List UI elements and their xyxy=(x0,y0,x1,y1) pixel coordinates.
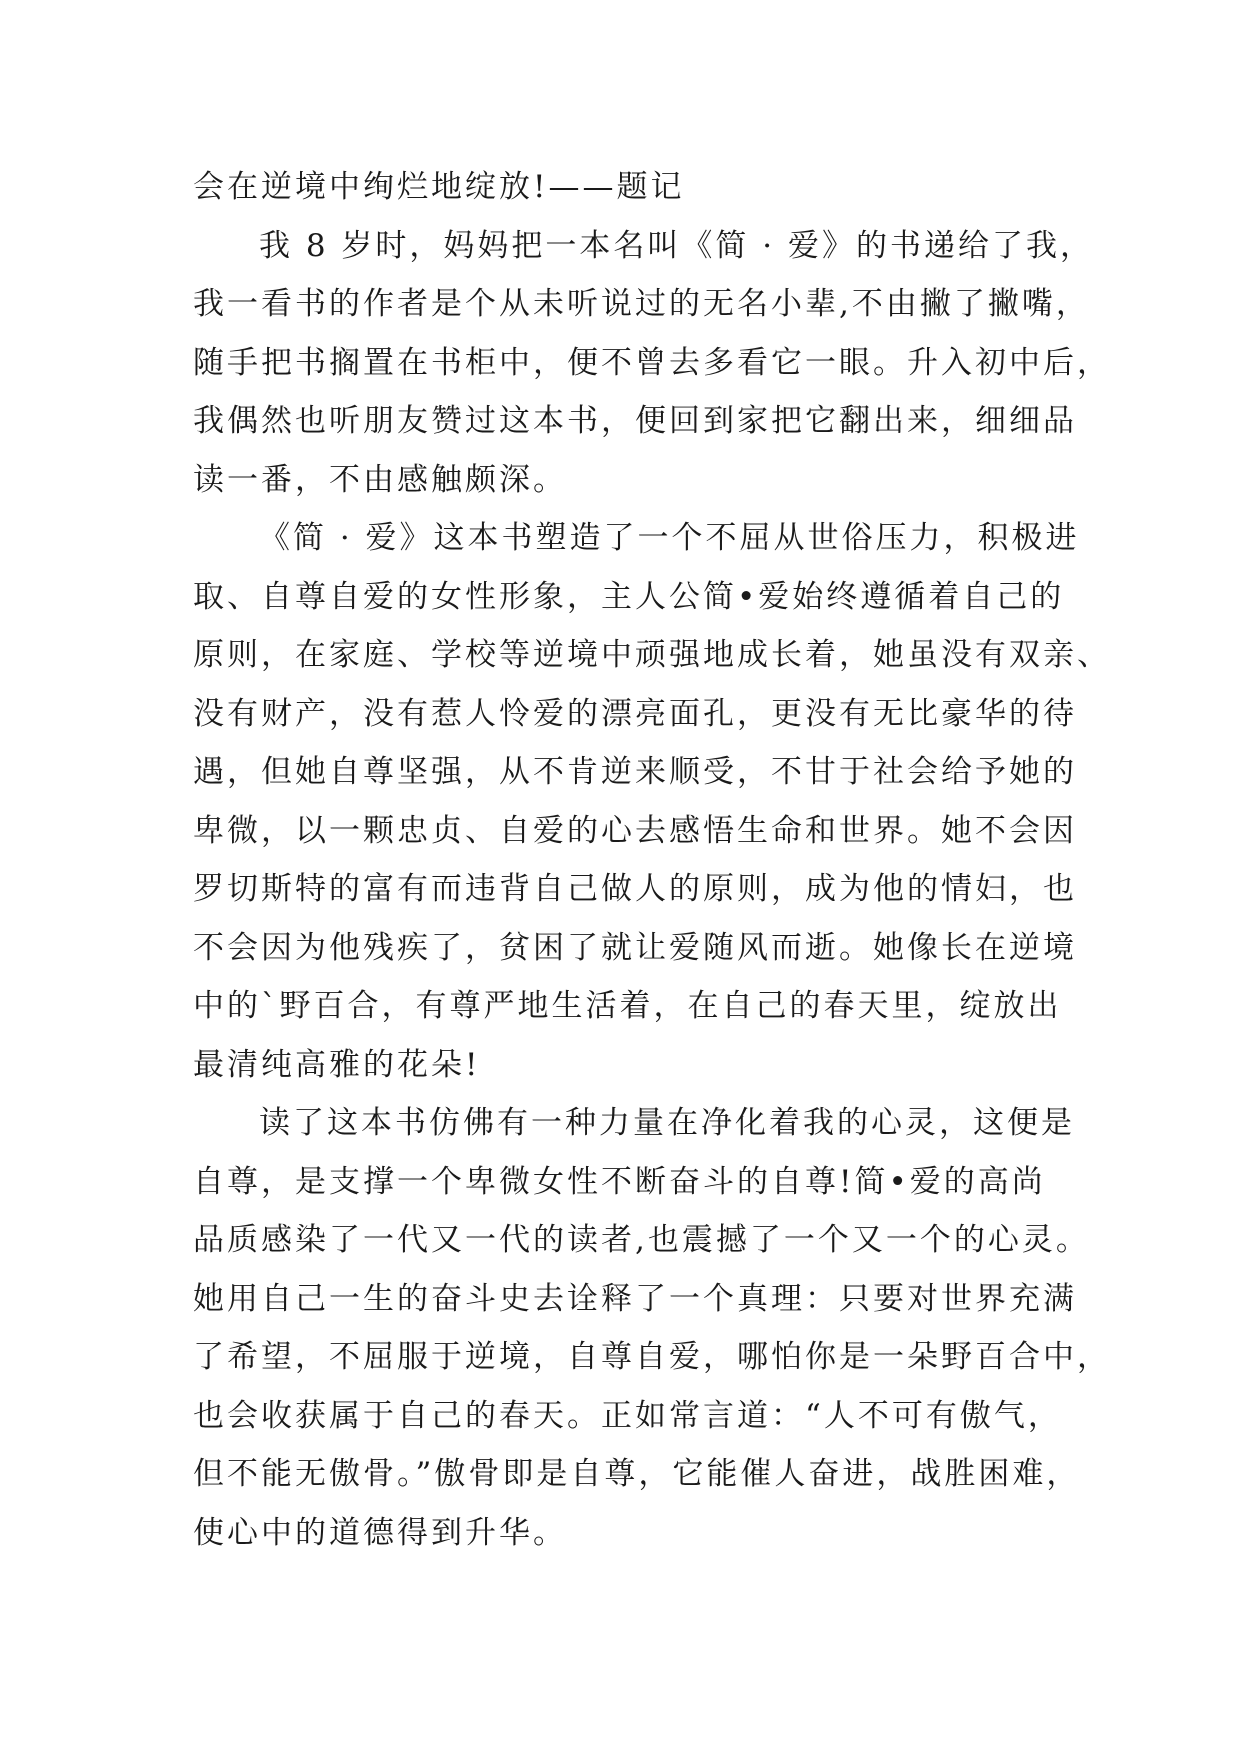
text-line: 我偶然也听朋友赞过这本书，便回到家把它翻出来，细细品 xyxy=(193,403,1077,439)
text-line: 取、自尊自爱的女性形象，主人公简•爱始终遵循着自己的 xyxy=(193,578,1065,615)
text-line: 我 8 岁时，妈妈把一本名叫《简 · 爱》的书递给了我， xyxy=(259,227,1094,264)
essay-body xyxy=(193,158,1111,1562)
text-line: 读一番，不由感触颇深。 xyxy=(193,461,567,498)
text-line: 随手把书搁置在书柜中，便不曾去多看它一眼。升入初中后， xyxy=(193,344,1111,381)
text-line: 读了这本书仿佛有一种力量在净化着我的心灵，这便是 xyxy=(259,1105,1075,1141)
text-line: 自尊，是支撑一个卑微女性不断奋斗的自尊!简•爱的高尚 xyxy=(193,1163,1046,1200)
text-line: 使心中的道德得到升华。 xyxy=(193,1514,567,1551)
text-line: 也会收获属于自己的春天。正如常言道：“人不可有傲气， xyxy=(193,1397,1062,1434)
text-line: 最清纯高雅的花朵! xyxy=(193,1046,481,1083)
text-line: 中的`野百合，有尊严地生活着，在自己的春天里，绽放出 xyxy=(193,988,1062,1024)
text-line: 不会因为他残疾了，贫困了就让爱随风而逝。她像长在逆境 xyxy=(193,929,1077,966)
text-line: 她用自己一生的奋斗史去诠释了一个真理：只要对世界充满 xyxy=(193,1280,1077,1317)
text-line: 品质感染了一代又一代的读者,也震撼了一个又一个的心灵。 xyxy=(193,1222,1090,1258)
text-line: 但不能无傲骨。”傲骨即是自尊，它能催人奋进，战胜困难， xyxy=(193,1456,1081,1492)
text-line: 《简 · 爱》这本书塑造了一个不屈从世俗压力，积极进 xyxy=(259,520,1080,556)
text-line: 原则，在家庭、学校等逆境中顽强地成长着，她虽没有双亲、 xyxy=(193,637,1111,673)
text-line: 卑微，以一颗忠贞、自爱的心去感悟生命和世界。她不会因 xyxy=(193,812,1077,849)
text-line: 了希望，不屈服于逆境，自尊自爱，哪怕你是一朵野百合中， xyxy=(193,1339,1111,1375)
text-line: 罗切斯特的富有而违背自己做人的原则，成为他的情妇，也 xyxy=(193,871,1077,907)
text-line: 遇，但她自尊坚强，从不肯逆来顺受，不甘于社会给予她的 xyxy=(193,754,1077,790)
text-line: 会在逆境中绚烂地绽放!——题记 xyxy=(193,169,685,205)
text-line: 我一看书的作者是个从未听说过的无名小辈,不由撇了撇嘴， xyxy=(193,286,1090,322)
text-line: 没有财产，没有惹人怜爱的漂亮面孔，更没有无比豪华的待 xyxy=(193,695,1077,732)
